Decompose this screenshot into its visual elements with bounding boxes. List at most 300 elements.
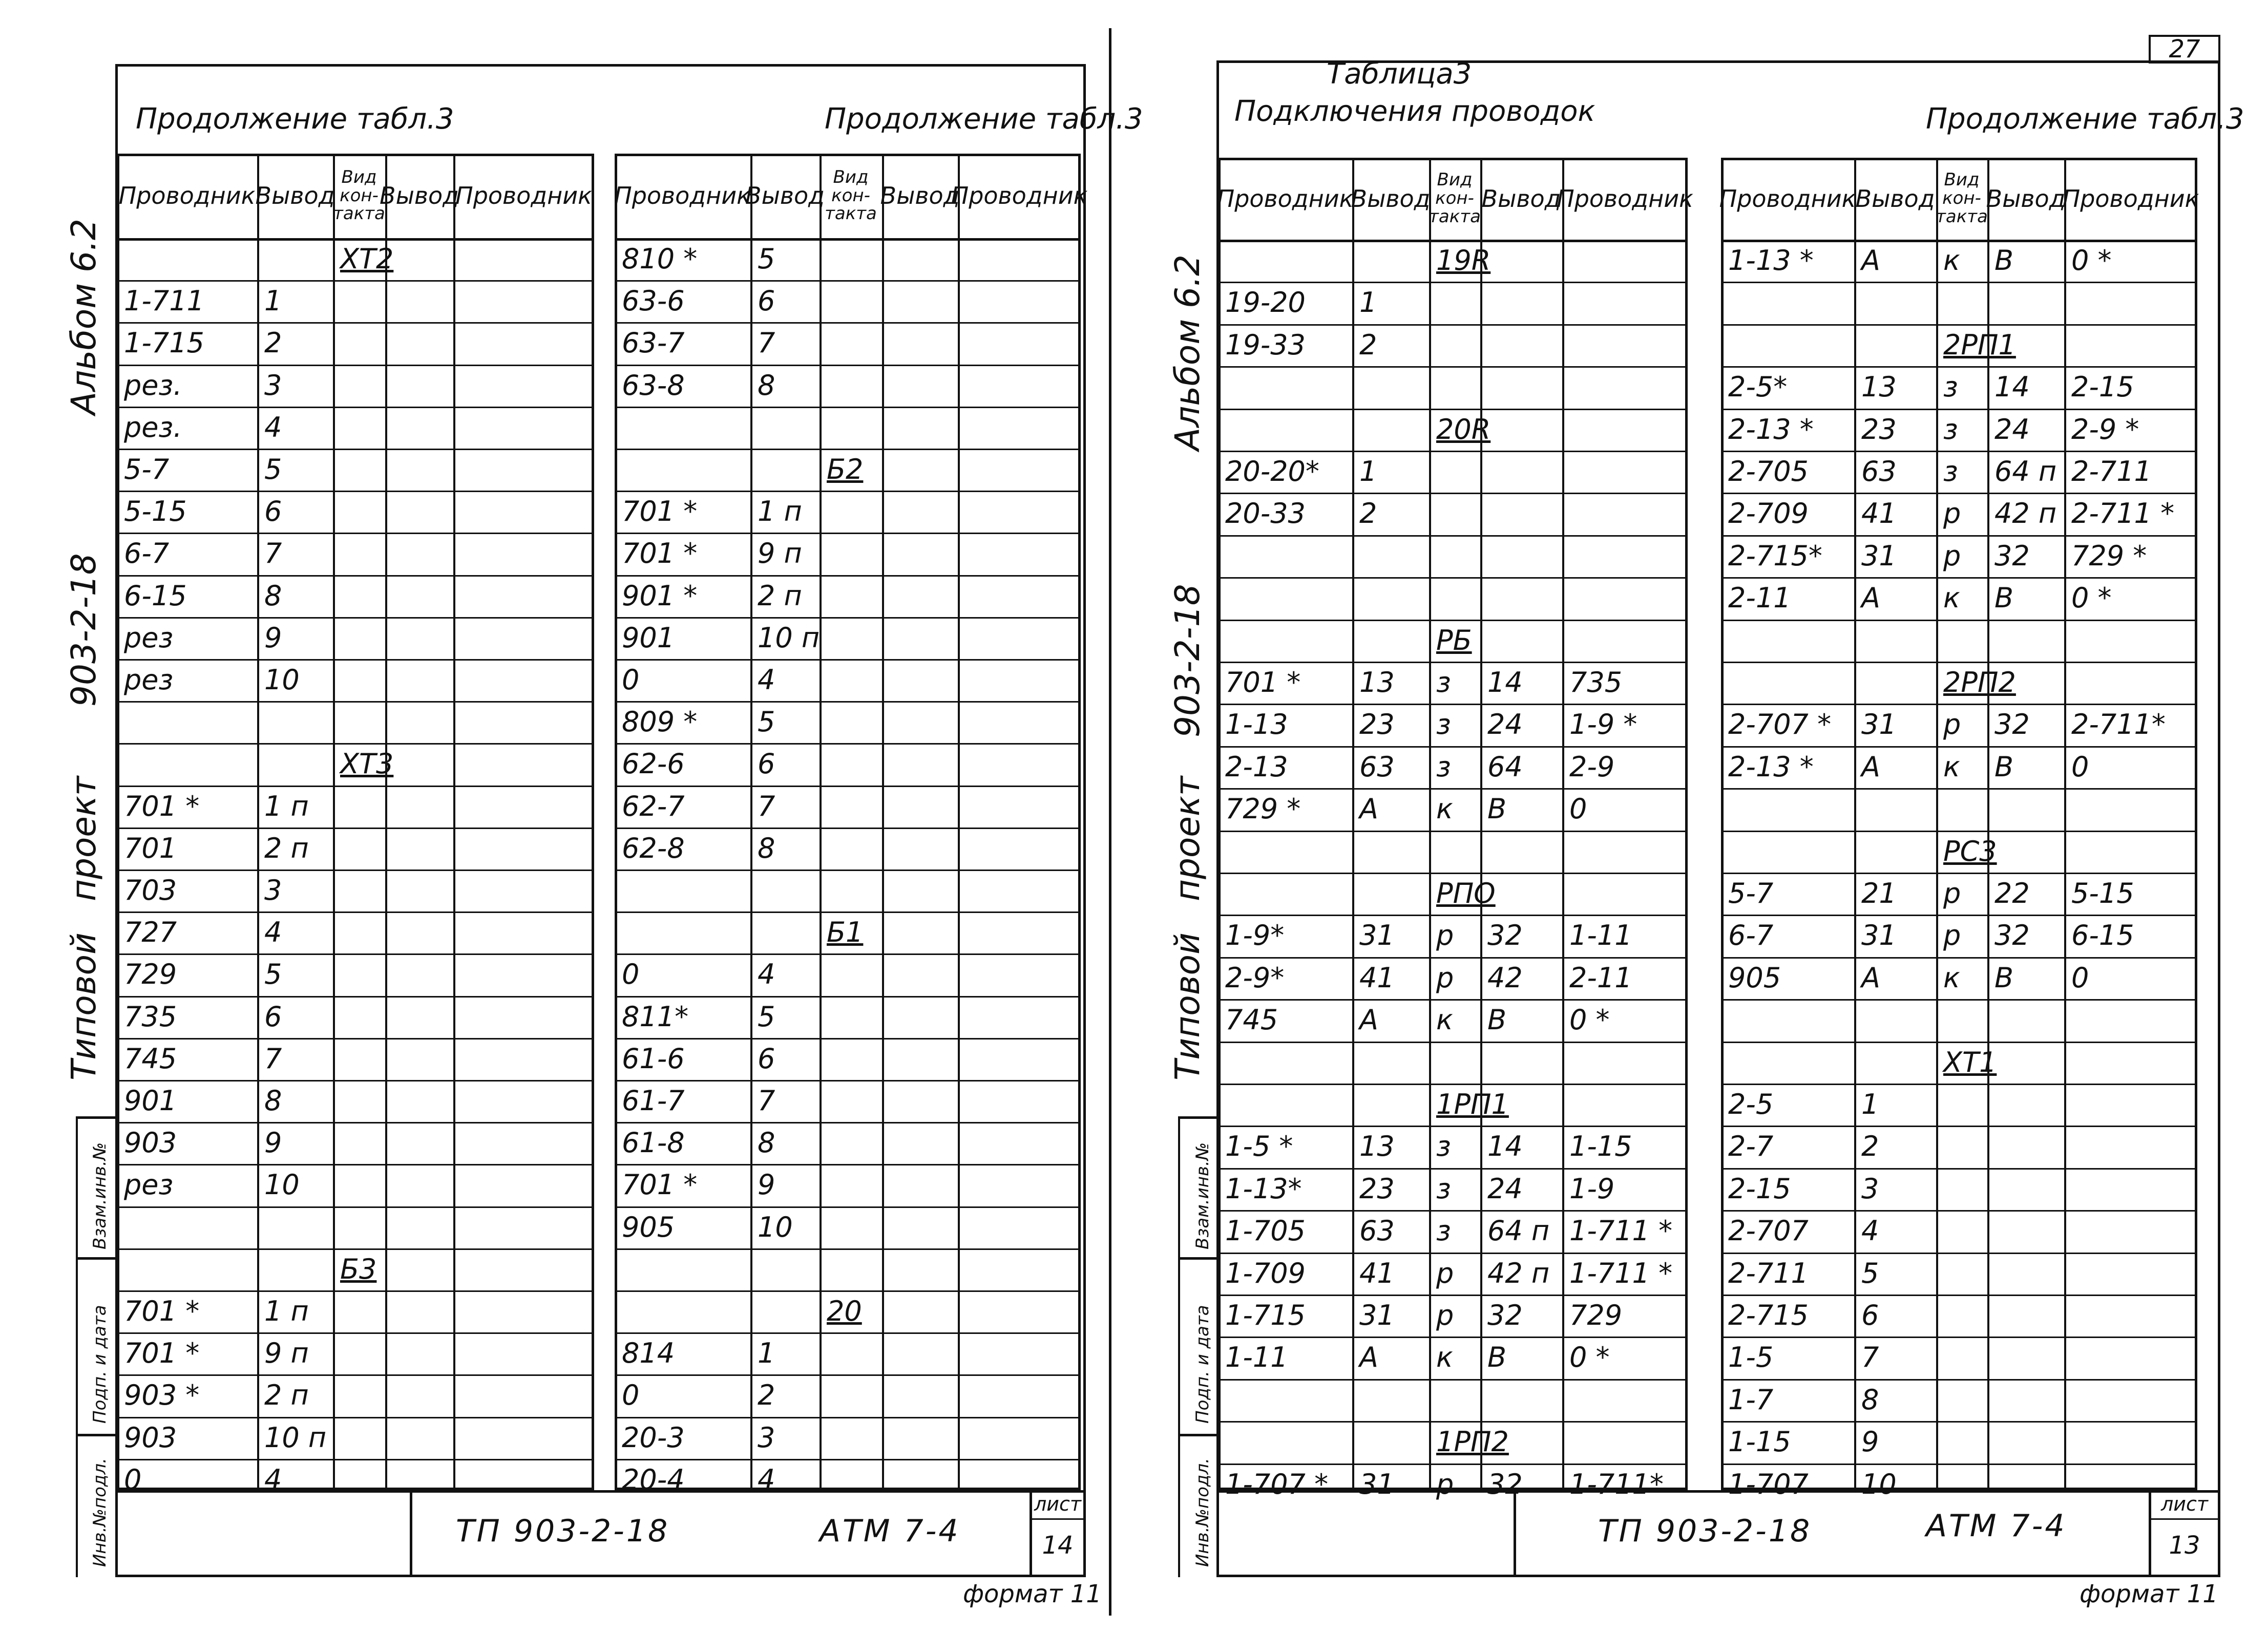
table-cell: 63 xyxy=(1359,1215,1395,1247)
table-cell xyxy=(1487,1042,1560,1084)
right-stamp-divider xyxy=(2149,1518,2220,1520)
table-cell: 7 xyxy=(758,1085,775,1117)
table-cell: 5 xyxy=(758,706,775,738)
table-cell xyxy=(2071,1042,2195,1084)
table-cell: 63 xyxy=(1359,750,1395,783)
table-cell xyxy=(340,575,383,617)
table-cell: 5 xyxy=(758,243,775,275)
table-cell xyxy=(460,1080,592,1122)
table-cell xyxy=(1943,1168,1985,1210)
table-cell xyxy=(889,1122,956,1164)
table-cell: рез xyxy=(124,664,174,696)
table-cell xyxy=(1359,1042,1427,1084)
table-cell xyxy=(264,701,331,743)
table-cell xyxy=(965,491,1079,533)
table-cell: 2 xyxy=(1861,1130,1879,1163)
table-cell: 2-13 xyxy=(1225,750,1288,783)
table-cell: А xyxy=(1861,750,1880,783)
table-cell xyxy=(1728,1042,1852,1084)
table-cell: з xyxy=(1436,708,1451,741)
table-cell xyxy=(1994,1421,2062,1463)
table-cell xyxy=(1569,1042,1686,1084)
table-cell: 1-15 xyxy=(1569,1130,1632,1163)
table-cell: 701 * xyxy=(124,1337,200,1370)
table-cell xyxy=(1994,1210,2062,1252)
table-cell: р xyxy=(1943,539,1961,572)
table-cell: 31 xyxy=(1359,1468,1395,1500)
table-cell: 814 xyxy=(622,1337,675,1370)
table-cell: В xyxy=(1487,1341,1507,1374)
table-cell xyxy=(1225,409,1350,451)
table-cell: 2-15 xyxy=(1728,1172,1791,1205)
table-cell xyxy=(965,1164,1079,1206)
table-cell xyxy=(758,1290,817,1332)
table-cell xyxy=(1569,282,1686,324)
table-cell: 903 * xyxy=(124,1379,200,1412)
table-cell xyxy=(460,1332,592,1374)
table-cell xyxy=(1359,240,1427,282)
table-cell: 2-15 xyxy=(2071,371,2134,404)
table-cell xyxy=(340,407,383,449)
table-cell xyxy=(460,449,592,491)
table-cell xyxy=(965,1290,1079,1332)
table-cell xyxy=(2071,1337,2195,1378)
left-stamp-divider xyxy=(410,1490,412,1577)
table-cell: 8 xyxy=(1861,1383,1879,1416)
table-cell xyxy=(1728,788,1852,830)
table-cell: 2-5 xyxy=(1728,1088,1774,1120)
table-cell xyxy=(1994,1084,2062,1126)
table-cell xyxy=(340,365,383,407)
table-cell: 64 xyxy=(1487,750,1523,783)
table-cell xyxy=(460,659,592,701)
table-cell: 19-20 xyxy=(1225,286,1306,319)
table-cell xyxy=(1569,1379,1686,1421)
device-marker: 1РП1 xyxy=(1436,1088,1509,1120)
column-header: Вывод xyxy=(255,182,335,210)
column-header-line: такта xyxy=(333,203,385,224)
table-cell xyxy=(1225,1042,1350,1084)
table-cell: 2-5* xyxy=(1728,371,1788,404)
table-column-line xyxy=(1936,158,1938,1490)
table-cell xyxy=(1728,999,1852,1041)
table-cell: 32 xyxy=(1487,1299,1523,1331)
table-cell: к xyxy=(1943,750,1960,783)
table-cell xyxy=(392,533,451,575)
table-cell xyxy=(1861,1042,1934,1084)
table-cell xyxy=(1487,451,1560,493)
table-cell: 2 xyxy=(1359,328,1377,361)
table-cell: 5 xyxy=(264,453,282,485)
table-cell xyxy=(889,911,956,953)
table-cell xyxy=(1487,324,1560,366)
table-cell: А xyxy=(1861,244,1880,277)
table-cell xyxy=(965,1206,1079,1248)
table-cell: 10 п xyxy=(758,621,820,654)
table-cell: 6 xyxy=(264,1000,282,1033)
table-cell: 23 xyxy=(1359,1172,1395,1205)
table-cell: 5 xyxy=(758,1000,775,1033)
table-column-line xyxy=(333,154,335,1490)
right-side-label-project: проект xyxy=(1168,776,1207,901)
left-stamp-atm: АТМ 7-4 xyxy=(820,1513,960,1549)
table-cell: 5 xyxy=(1861,1257,1879,1289)
table-cell xyxy=(1943,282,1985,324)
table-cell xyxy=(392,659,451,701)
table-cell xyxy=(392,701,451,743)
table-cell: 7 xyxy=(1861,1341,1879,1374)
table-cell xyxy=(965,365,1079,407)
table-cell: 9 xyxy=(758,1169,775,1201)
column-header-line: такта xyxy=(1936,206,1988,227)
table-cell: 0 xyxy=(622,664,640,696)
table-cell xyxy=(264,1206,331,1248)
table-cell: 1 xyxy=(1359,286,1377,319)
table-cell xyxy=(622,1290,748,1332)
table-cell xyxy=(264,743,331,785)
table-cell xyxy=(965,1248,1079,1290)
table-cell xyxy=(965,575,1079,617)
device-marker: Б3 xyxy=(340,1253,377,1285)
left-side-label-project: проект xyxy=(64,776,103,901)
table-cell xyxy=(827,1417,880,1459)
table-cell xyxy=(1487,409,1560,451)
table-cell: В xyxy=(1487,793,1507,825)
table-cell xyxy=(1569,1421,1686,1463)
table-cell xyxy=(622,869,748,911)
right-strip-line xyxy=(1178,1116,1180,1577)
table-cell xyxy=(889,449,956,491)
table-cell xyxy=(1487,873,1560,915)
left-strip-rule xyxy=(76,1116,117,1119)
table-cell xyxy=(1569,240,1686,282)
table-cell xyxy=(340,1290,383,1332)
table-cell xyxy=(1994,1126,2062,1168)
table-cell: 2 xyxy=(1359,497,1377,530)
table-cell: 0 * xyxy=(2071,582,2112,614)
table-cell xyxy=(827,280,880,322)
table-cell: 1-15 xyxy=(1728,1426,1791,1458)
table-cell: з xyxy=(1943,371,1958,404)
table-cell: 701 * xyxy=(124,790,200,822)
table-cell xyxy=(1359,1084,1427,1126)
table-cell xyxy=(460,1248,592,1290)
table-cell: р xyxy=(1436,961,1454,994)
table-cell xyxy=(340,869,383,911)
table-cell: 8 xyxy=(758,832,775,864)
table-cell xyxy=(889,996,956,1038)
table-cell: 14 xyxy=(1994,371,2030,404)
table-cell xyxy=(1943,1126,1985,1168)
right-format-label: формат 11 xyxy=(2080,1580,2218,1608)
table-cell: 2-13 * xyxy=(1728,413,1814,446)
device-marker: РПО xyxy=(1436,877,1496,909)
table-cell: 19-33 xyxy=(1225,328,1306,361)
table-cell: 8 xyxy=(758,1127,775,1159)
table-cell xyxy=(622,407,748,449)
table-cell: р xyxy=(1943,497,1961,530)
table-cell xyxy=(1487,240,1560,282)
table-cell xyxy=(889,953,956,995)
column-header-line: кон- xyxy=(1942,188,1981,209)
table-cell xyxy=(460,1038,592,1080)
table-cell xyxy=(340,1164,383,1206)
table-cell: 20-20* xyxy=(1225,455,1319,487)
table-cell: 4 xyxy=(264,1463,282,1496)
table-cell xyxy=(1728,620,1852,662)
table-cell xyxy=(460,365,592,407)
table-cell: 10 xyxy=(264,664,300,696)
table-cell: 729 xyxy=(1569,1299,1623,1331)
table-cell xyxy=(460,1459,592,1501)
table-cell: 745 xyxy=(124,1042,177,1075)
table-cell xyxy=(889,786,956,828)
left-side-label-album: Альбом 6.2 xyxy=(64,218,103,415)
table-cell xyxy=(965,1417,1079,1459)
right-sheet-number: 13 xyxy=(2169,1531,2200,1560)
table-cell xyxy=(965,280,1079,322)
table-cell: 20-33 xyxy=(1225,497,1306,530)
column-header: Вывод xyxy=(1351,184,1431,213)
table-cell: 1-715 xyxy=(1225,1299,1306,1331)
table-cell xyxy=(340,701,383,743)
table-cell: 903 xyxy=(124,1127,177,1159)
table-cell xyxy=(965,659,1079,701)
table-cell xyxy=(1943,999,1985,1041)
table-cell xyxy=(392,1290,451,1332)
table-cell: 1-13 xyxy=(1225,708,1288,741)
table-cell xyxy=(340,1417,383,1459)
table-cell xyxy=(889,238,956,280)
table-cell xyxy=(1436,366,1478,408)
right-table-subtitle: Подключения проводок xyxy=(1234,95,1595,128)
table-cell xyxy=(1359,409,1427,451)
table-cell xyxy=(2071,282,2195,324)
table-cell xyxy=(340,322,383,364)
table-cell xyxy=(1359,366,1427,408)
table-cell xyxy=(827,996,880,1038)
table-cell xyxy=(1994,1168,2062,1210)
table-cell: 701 * xyxy=(124,1295,200,1327)
table-cell: 1-9* xyxy=(1225,919,1285,952)
table-cell: 1 п xyxy=(264,1295,309,1327)
left-strip-label: Подп. и дата xyxy=(90,1305,110,1424)
table-cell xyxy=(1359,577,1427,619)
table-cell: 729 * xyxy=(2071,539,2147,572)
right-stamp-code: ТП 903-2-18 xyxy=(1598,1513,1812,1549)
table-cell xyxy=(392,575,451,617)
table-cell xyxy=(889,575,956,617)
table-cell xyxy=(827,1164,880,1206)
table-cell xyxy=(124,743,255,785)
table-cell xyxy=(1569,409,1686,451)
column-header: Проводник xyxy=(455,182,592,210)
column-header-line: Вид xyxy=(1437,169,1473,190)
table-cell xyxy=(965,701,1079,743)
table-cell xyxy=(392,238,451,280)
table-cell: 5-7 xyxy=(124,453,170,485)
table-cell: 64 п xyxy=(1994,455,2057,487)
table-cell: 3 xyxy=(264,874,282,906)
table-cell: 2-707 * xyxy=(1728,708,1832,741)
table-cell: 42 п xyxy=(1994,497,2057,530)
table-cell: А xyxy=(1861,961,1880,994)
table-cell xyxy=(124,1206,255,1248)
table-cell xyxy=(827,1038,880,1080)
table-cell xyxy=(460,701,592,743)
table-cell xyxy=(827,953,880,995)
table-cell xyxy=(827,365,880,407)
left-stamp-code: ТП 903-2-18 xyxy=(456,1513,670,1549)
table-cell xyxy=(1225,535,1350,577)
table-cell: 2-711* xyxy=(2071,708,2166,741)
table-cell xyxy=(889,701,956,743)
table-cell xyxy=(827,491,880,533)
table-cell xyxy=(1487,535,1560,577)
table-cell xyxy=(1359,1379,1427,1421)
table-cell: 63-8 xyxy=(622,369,685,401)
device-marker: 20R xyxy=(1436,413,1491,446)
column-header: Проводник xyxy=(614,182,751,210)
table-cell xyxy=(1225,1421,1350,1463)
table-cell xyxy=(1569,324,1686,366)
page-divider xyxy=(1109,28,1111,1616)
table-cell: 0 xyxy=(124,1463,142,1496)
table-cell xyxy=(392,1374,451,1416)
table-cell: 1-715 xyxy=(124,327,204,359)
table-cell xyxy=(392,491,451,533)
table-cell xyxy=(1436,1379,1478,1421)
table-cell xyxy=(2071,1084,2195,1126)
table-cell xyxy=(827,869,880,911)
table-cell: В xyxy=(1487,1004,1507,1036)
table-cell xyxy=(1861,282,1934,324)
table-cell xyxy=(392,617,451,659)
table-cell xyxy=(827,1248,880,1290)
table-cell xyxy=(965,869,1079,911)
table-cell: 1 xyxy=(264,285,282,317)
table-cell xyxy=(1487,1421,1560,1463)
table-cell xyxy=(124,701,255,743)
table-cell xyxy=(392,1459,451,1501)
table-cell xyxy=(392,280,451,322)
table-cell xyxy=(965,953,1079,995)
right-strip-label: Инв.№подл. xyxy=(1192,1458,1213,1567)
table-cell: 1 п xyxy=(264,790,309,822)
table-cell: 1-13 * xyxy=(1728,244,1814,277)
table-cell: 0 xyxy=(1569,793,1587,825)
table-cell xyxy=(340,533,383,575)
table-cell: 1 п xyxy=(758,495,802,528)
table-cell: 1-711* xyxy=(1569,1468,1664,1500)
column-header: Проводник xyxy=(1216,184,1354,213)
table-cell: 2 п xyxy=(264,832,309,864)
table-cell xyxy=(2071,662,2195,704)
table-cell xyxy=(1569,620,1686,662)
table-cell: 6 xyxy=(758,1042,775,1075)
table-cell xyxy=(1861,662,1934,704)
column-header-line: такта xyxy=(1429,206,1481,227)
table-cell xyxy=(2071,1210,2195,1252)
table-cell xyxy=(460,869,592,911)
table-cell: 24 xyxy=(1487,1172,1523,1205)
table-cell xyxy=(1436,1042,1478,1084)
table-cell xyxy=(1225,873,1350,915)
table-cell xyxy=(1487,1379,1560,1421)
table-cell xyxy=(340,911,383,953)
table-cell: рез. xyxy=(124,369,182,401)
table-cell: 9 xyxy=(1861,1426,1879,1458)
table-cell xyxy=(1436,577,1478,619)
table-cell: з xyxy=(1943,455,1958,487)
table-cell xyxy=(965,1122,1079,1164)
table-cell: з xyxy=(1436,1215,1451,1247)
table-cell xyxy=(1994,324,2062,366)
table-cell: 0 * xyxy=(2071,244,2112,277)
table-cell xyxy=(340,1374,383,1416)
table-cell xyxy=(1994,282,2062,324)
table-cell: 9 xyxy=(264,1127,282,1159)
table-cell: 901 * xyxy=(622,579,698,612)
table-cell xyxy=(460,911,592,953)
table-cell: 4 xyxy=(758,1463,775,1496)
right-strip-rule xyxy=(1178,1434,1219,1436)
table-cell: 905 xyxy=(622,1211,675,1243)
table-cell: 32 xyxy=(1487,919,1523,952)
table-cell xyxy=(889,491,956,533)
table-cell: 0 * xyxy=(1569,1341,1610,1374)
table-cell: 24 xyxy=(1994,413,2030,446)
table-cell xyxy=(1861,831,1934,873)
right-strip-rule xyxy=(1178,1257,1219,1260)
table-column-line xyxy=(385,154,387,1490)
table-cell: 2-11 xyxy=(1569,961,1632,994)
table-cell: 20-4 xyxy=(622,1463,685,1496)
table-cell: В xyxy=(1994,582,2014,614)
table-cell: 6-15 xyxy=(2071,919,2134,952)
table-cell: 729 * xyxy=(1225,793,1301,825)
table-cell xyxy=(340,1332,383,1374)
table-cell: 701 * xyxy=(1225,666,1301,698)
page-number-top: 27 xyxy=(2169,35,2200,63)
table-cell xyxy=(1943,1210,1985,1252)
table-cell xyxy=(340,1459,383,1501)
device-marker: 1РП2 xyxy=(1436,1426,1509,1458)
table-cell xyxy=(1225,240,1350,282)
table-cell: 703 xyxy=(124,874,177,906)
table-cell xyxy=(1994,1295,2062,1337)
table-cell xyxy=(1487,493,1560,535)
table-cell xyxy=(758,911,817,953)
table-cell: 62-8 xyxy=(622,832,685,864)
table-cell xyxy=(827,786,880,828)
table-cell xyxy=(1943,1464,1985,1505)
table-cell: 32 xyxy=(1994,539,2030,572)
table-cell: 62-6 xyxy=(622,748,685,780)
table-cell xyxy=(827,322,880,364)
table-cell xyxy=(965,1080,1079,1122)
device-marker: 2РП1 xyxy=(1943,328,2016,361)
table-cell: 6 xyxy=(1861,1299,1879,1331)
table-cell xyxy=(460,1374,592,1416)
table-cell xyxy=(1569,831,1686,873)
table-cell xyxy=(1225,577,1350,619)
left-sheet-number: 14 xyxy=(1042,1531,1074,1560)
table-cell xyxy=(1861,788,1934,830)
table-cell xyxy=(965,1374,1079,1416)
table-column-line xyxy=(257,154,259,1490)
table-cell xyxy=(392,1332,451,1374)
